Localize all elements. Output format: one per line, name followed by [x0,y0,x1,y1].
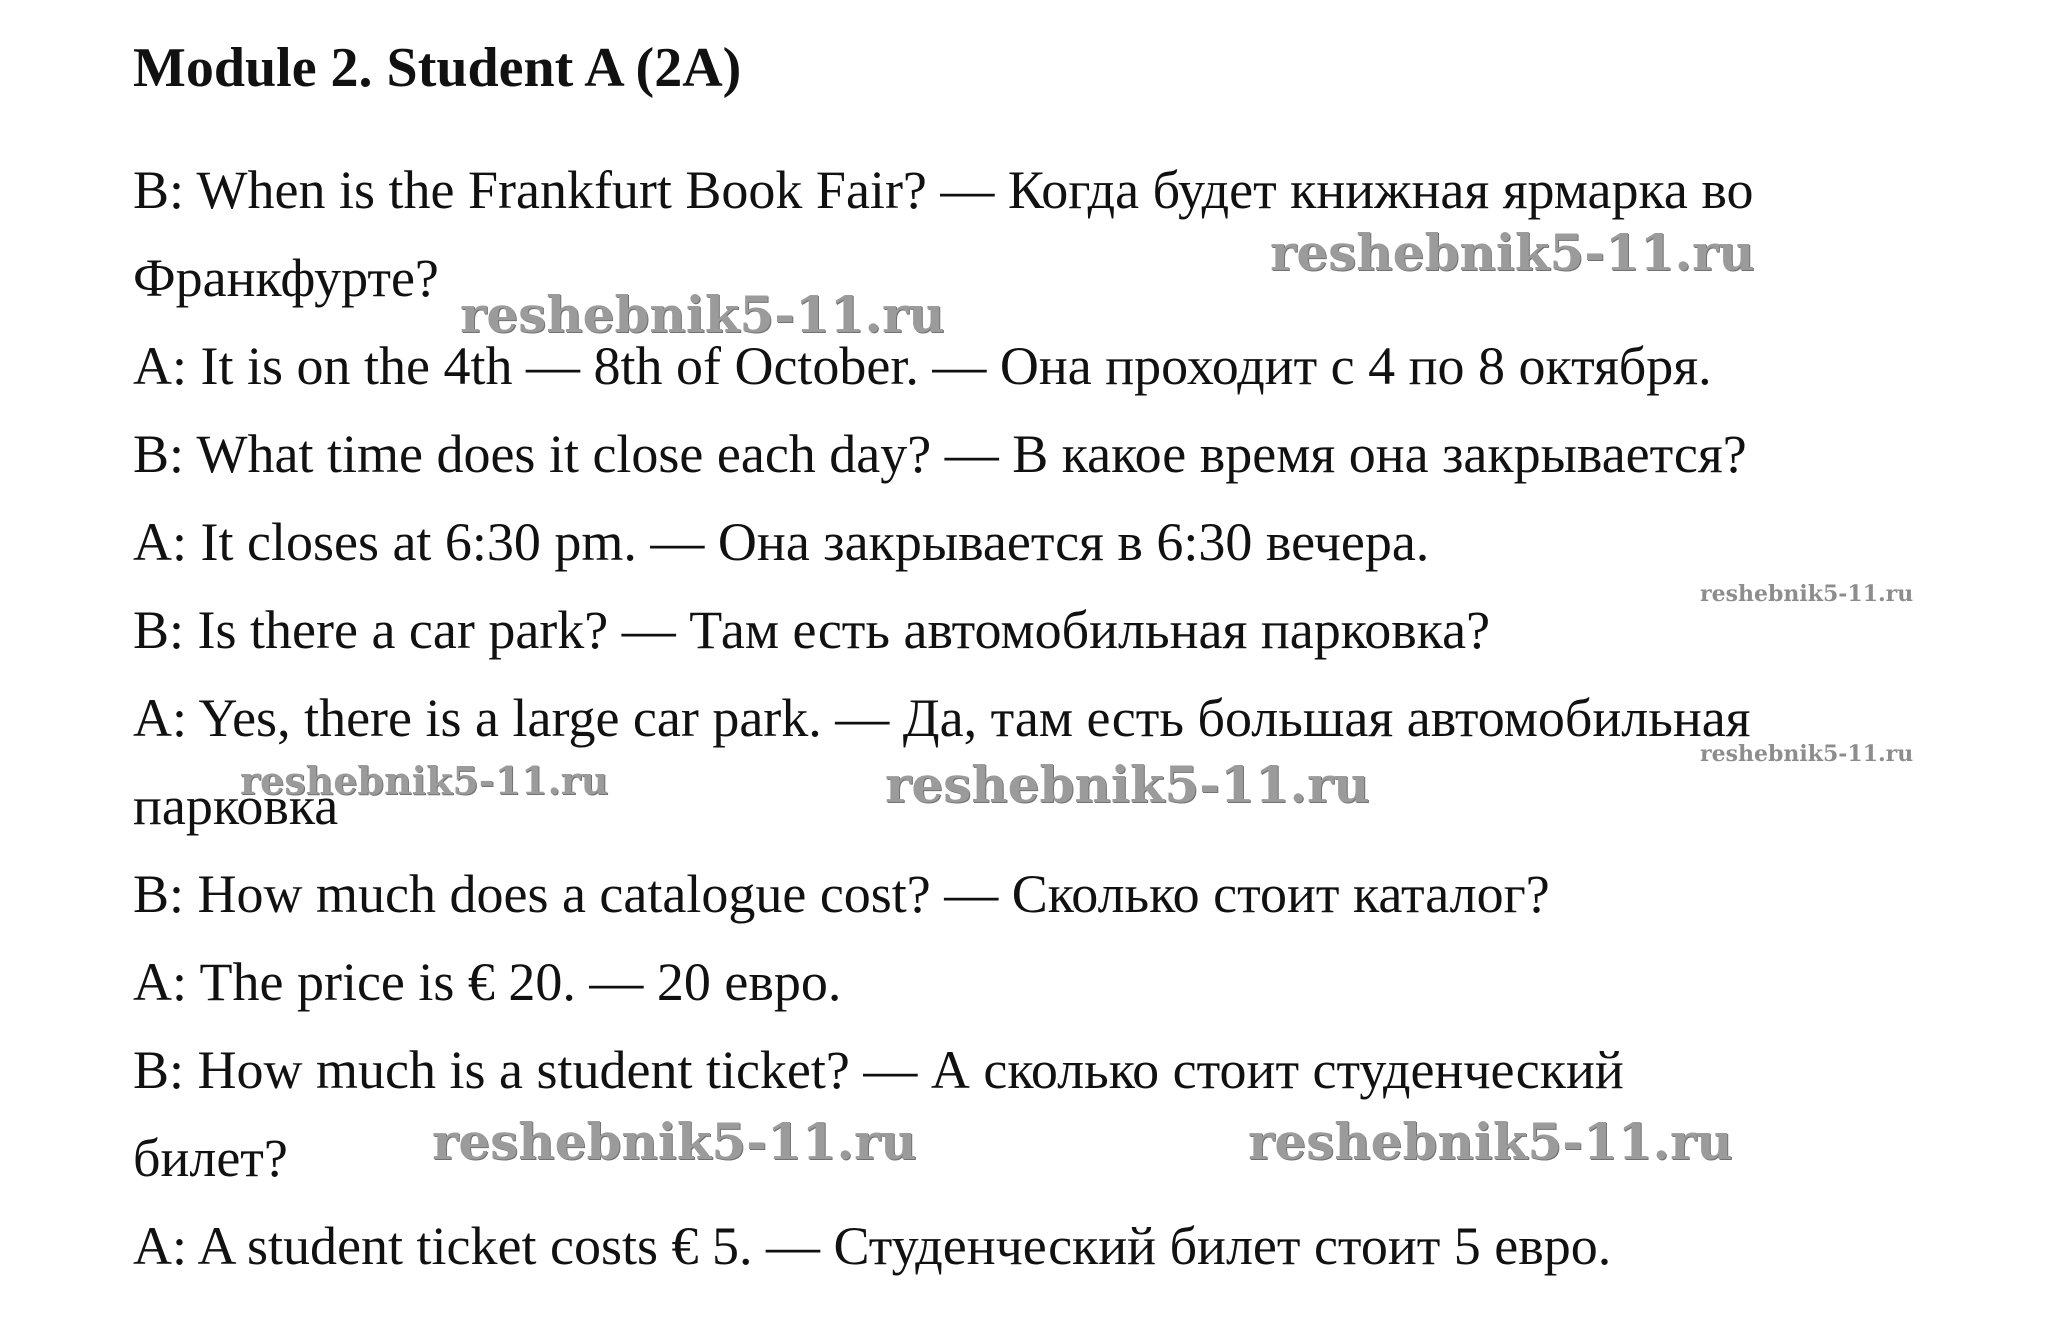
dialogue-line: B: How much is a student ticket? — А сколько стоит студенческий [133,1040,1624,1100]
watermark: reshebnik5-11.ru [1270,223,1755,282]
watermark: reshebnik5-11.ru [1248,1112,1733,1171]
dialogue-line: Франкфурте? [133,248,439,308]
dialogue-line: A: A student ticket costs € 5. — Студенческий билет стоит 5 евро. [133,1216,1612,1276]
watermark: reshebnik5-11.ru [432,1112,917,1171]
dialogue-line: A: It closes at 6:30 pm. — Она закрывается в 6:30 вечера. [133,512,1430,572]
watermark: reshebnik5-11.ru [885,755,1370,814]
dialogue-line: B: When is the Frankfurt Book Fair? — Когда будет книжная ярмарка во [133,160,1754,220]
dialogue-line: B: How much does a catalogue cost? — Сколько стоит каталог? [133,864,1550,924]
dialogue-line: A: Yes, there is a large car park. — Да, там есть большая автомобильная [133,688,1751,748]
dialogue-line: B: What time does it close each day? — В какое время она закрывается? [133,424,1747,484]
watermark: reshebnik5-11.ru [1700,741,1914,767]
page-title: Module 2. Student A (2A) [133,37,742,99]
dialogue-line: A: The price is € 20. — 20 евро. [133,952,842,1012]
dialogue-line: A: It is on the 4th — 8th of October. — Она проходит с 4 по 8 октября. [133,336,1712,396]
dialogue-line: билет? [133,1128,288,1188]
watermark: reshebnik5-11.ru [1700,581,1914,607]
watermark: reshebnik5-11.ru [240,758,609,803]
dialogue-line: парковка [133,776,339,836]
watermark: reshebnik5-11.ru [460,285,945,344]
dialogue-line: B: Is there a car park? — Там есть автомобильная парковка? [133,600,1491,660]
